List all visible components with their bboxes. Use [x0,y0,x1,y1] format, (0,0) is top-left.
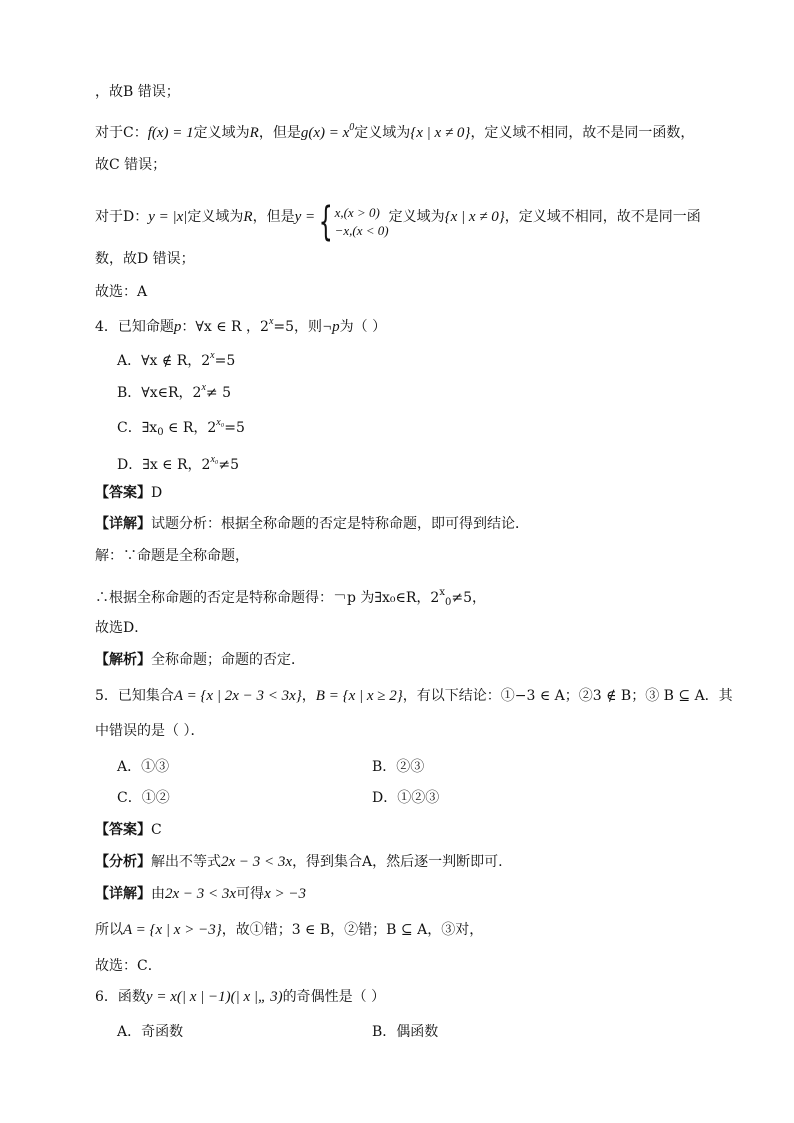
question-6: 6．函数y = x(| x | −1)(| x |„ 3)的奇偶性是（ ） [95,989,386,1005]
answer-line: 【答案】D [95,485,163,501]
text-line: 所以A = {x | x > −3}，故①错；3 ∈ B，②错；B ⊆ A，③对， [95,922,484,938]
question-5: 5．已知集合A = {x | 2x − 3 < 3x}，B = {x | x ≥ 2}，有以下结论：①−3 ∈ A；②3 ∉ B；③ B ⊆ A．其 [95,688,733,704]
text-line: 故选D． [95,620,149,636]
analysis-line: 【解析】全称命题；命题的否定． [95,652,305,668]
text-line: ∴根据全称命题的否定是特称命题得：￢p 为∃x₀∈R，$2^x_0\ne 5$， [95,587,486,608]
brace-symbol: { [318,199,333,245]
text-line: 故C 错误； [95,157,167,173]
detail-line: 【详解】试题分析：根据全称命题的否定是特称命题，即可得到结论． [95,516,529,532]
text-line: 中错误的是（ ）． [95,723,205,739]
option-a: A．奇函数 [117,1024,184,1040]
option-a: A．①③ [117,759,170,775]
option-d: D．∃x ∈ R，$2^{x_0}\ne 5$ [117,454,239,473]
text-line: ，故B 错误； [95,84,180,100]
option-c: C．$\exists x_0$ ∈ R，$2^{x_0}=5$ [117,417,245,438]
piecewise-cases: x,(x > 0) −x,(x < 0) [334,205,389,238]
option-b: B．∀x∈R，$2^x\ne 5$ [117,382,231,401]
text-line: 对于C：f(x) = 1定义域为R，但是$g(x) = x^0$定义域为{x | x ≠ 0}，定义域不相同，故不是同一函数， [95,122,695,141]
text-line: 数，故D 错误； [95,251,195,267]
option-c: C．①② [117,790,170,806]
answer-line: 【答案】C [95,822,162,838]
option-b: B．②③ [372,759,425,775]
text-line: 解：∵命题是全称命题， [95,548,249,564]
question-4: 4．已知命题p：∀x ∈ R ，$2^x=5$，则¬p为（ ） [95,316,387,335]
detail-line: 【详解】由2x − 3 < 3x可得x > −3 [95,886,306,902]
text-line: 故选：C． [95,958,162,974]
option-b: B．偶函数 [372,1024,439,1040]
option-a: A．∀x ∉ R，$2^x=5$ [117,350,236,369]
option-d: D．①②③ [372,790,440,806]
analysis-line: 【分析】解出不等式2x − 3 < 3x，得到集合A，然后逐一判断即可. [95,854,503,870]
text-line: 对于D：y = |x|定义域为R，但是y ={ x,(x > 0) −x,(x < 0)定义域为{x | x ≠ 0}，定义域不相同，故不是同一函 [95,199,701,245]
text-line: 故选：A [95,284,148,300]
